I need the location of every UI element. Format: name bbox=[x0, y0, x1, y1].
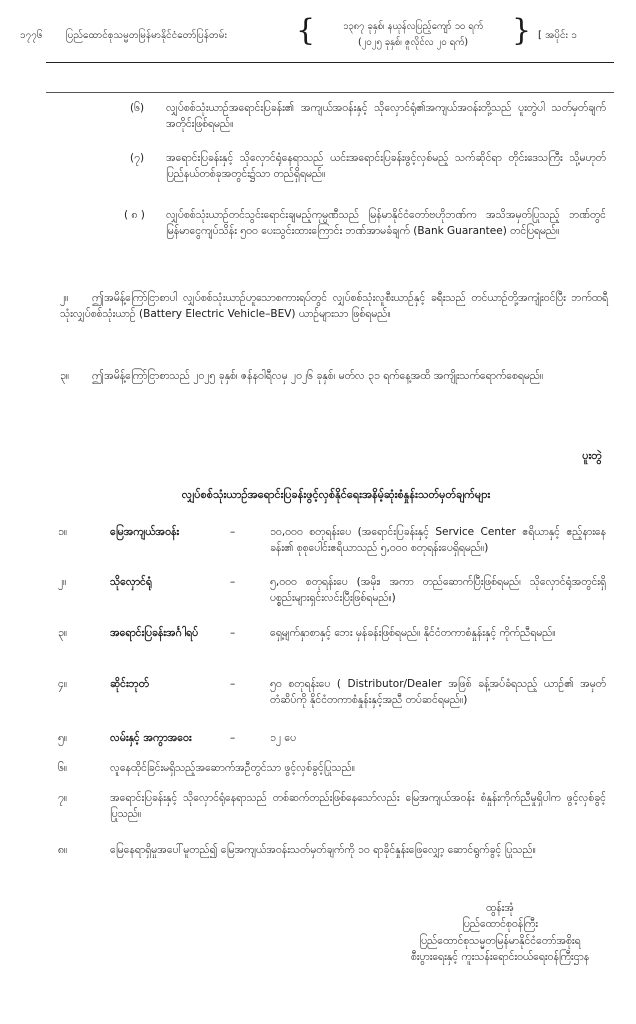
requirement-row bbox=[0, 790, 636, 830]
page-header bbox=[0, 14, 636, 74]
requirement-value: ၅၀ စတုရန်းပေ ( Distributor/Dealer အဖြစ် ခန့်အပ်ခံရသည့် ယာဉ်၏ အမှတ်တံဆိပ်ကို နိုင်ငံတကာစံနှုန်းနှင့်အညီ တပ်ဆင်ရမည်။) bbox=[270, 678, 606, 707]
signatory-name: ထွန်းအုံ bbox=[486, 902, 514, 914]
requirement-text: အရောင်းပြခန်းနှင့် သိုလှောင်ရုံနေရာသည် တစ်ဆက်တည်းဖြစ်နေသော်လည်း မြေအကျယ်အဝန်း စံနှုန်းကိုက်ညီမှုရှိပါက ဖွင့်လှစ်ခွင့်ပြုသည်။ bbox=[110, 792, 606, 821]
requirement-number: ၃။ bbox=[58, 627, 68, 639]
requirement-row bbox=[0, 676, 636, 716]
part-label: [ အပိုင်း ၁ bbox=[538, 30, 577, 41]
requirement-value: ၁၂ ပေ bbox=[270, 732, 297, 744]
requirement-number: ၈။ bbox=[58, 844, 68, 856]
requirement-label: ဆိုင်းဘုတ် bbox=[110, 678, 149, 690]
signature-block bbox=[380, 900, 620, 965]
signatory-ministry: စီးပွားရေးနှင့် ကူးသန်းရောင်းဝယ်ရေးဝန်ကြီးဌာန bbox=[410, 950, 590, 963]
requirement-row bbox=[0, 760, 636, 780]
requirement-label: အရောင်းပြခန်းအင်္ဂါရပ် bbox=[110, 627, 199, 639]
requirement-number: ၅။ bbox=[58, 732, 68, 744]
paragraph-text: ဤအမိန့်ကြော်ငြာစာပါ လျှပ်စစ်သုံးယာဉ်ဟူသောစကားရပ်တွင် လျှပ်စစ်သုံးလူစီးယာဉ်နှင့် ခရီးသည် တင်ယာဉ်တို့အကျုံးဝင်ပြီး ဘက်ထရီသုံးလျှပ်စစ်သုံးယာဉ် (Battery Electric Vehicle–BEV) ယာဉ်များသာ ဖြစ်ရမည်။ bbox=[60, 292, 608, 321]
signatory-title: ပြည်ထောင်စုဝန်ကြီး bbox=[462, 918, 538, 931]
section-title: လျှပ်စစ်သုံးယာဉ်အရောင်းပြခန်းဖွင့်လှစ်နိုင်ရေးအနိမ့်ဆုံးစံနှုန်းသတ်မှတ်ချက်များ bbox=[181, 488, 491, 501]
requirement-label: လမ်းနှင့် အကွာအဝေး bbox=[110, 732, 192, 744]
requirement-text: မြေနေရာရှိမှုအပေါ်မူတည်၍ မြေအကျယ်အဝန်းသတ်မှတ်ချက်ကို ၁၀ ရာခိုင်နှုန်းဖြေလျှော့ ဆောင်ရွက်ခွင့် ပြုသည်။ bbox=[110, 844, 536, 856]
requirement-row bbox=[0, 574, 636, 614]
sub-item bbox=[0, 100, 636, 144]
requirement-number: ၆။ bbox=[58, 762, 68, 774]
myanmar-date: ၁၃၈၇ ခုနှစ်၊ နယုန်လပြည့်ကျော် ၁၀ ရက် bbox=[342, 21, 484, 32]
requirement-value: ၅,၀၀၀ စတုရန်းပေ (အမိုး၊ အကာ တည်ဆောက်ပြီးဖြစ်ရမည်၊ သိုလှောင်ရုံအတွင်းရှိ ပစ္စည်းများရှင်းလင်းပြီးဖြစ်ရမည်။) bbox=[270, 576, 606, 605]
header-rule-thin bbox=[46, 92, 614, 93]
page-number: ၁၇၇၆ bbox=[20, 30, 43, 41]
sub-item bbox=[0, 207, 636, 273]
annex-label: ပူးတွဲ bbox=[582, 449, 602, 462]
paragraph bbox=[0, 290, 636, 356]
paragraph bbox=[0, 368, 636, 412]
paragraph-number: ၂။ bbox=[60, 292, 69, 304]
requirement-row bbox=[0, 842, 636, 882]
left-brace: { bbox=[296, 13, 316, 48]
requirement-number: ၄။ bbox=[58, 678, 68, 690]
requirement-number: ၇။ bbox=[58, 792, 68, 804]
requirement-row bbox=[0, 524, 636, 564]
right-brace: } bbox=[512, 13, 532, 48]
header-rule bbox=[46, 62, 614, 63]
requirement-dash: – bbox=[230, 732, 236, 744]
requirement-value: ၁၀,၀၀၀ စတုရန်းပေ (အရောင်းပြခန်းနှင့် Service Center ဧရိယာနှင့် ဧည့်နားနေခန်း၏ စုစုပေါင်းဧရိယာသည် ၅,၀၀၀ စတုရန်းပေရှိရမည်။) bbox=[270, 526, 606, 555]
sub-item bbox=[0, 150, 636, 194]
sub-item-number: (၇) bbox=[130, 152, 145, 164]
requirement-row bbox=[0, 730, 636, 750]
requirement-label: မြေအကျယ်အဝန်း bbox=[110, 526, 180, 538]
sub-item-text: အရောင်းပြခန်းနှင့် သိုလှောင်ရုံနေရာသည် ယင်းအရောင်းပြခန်းဖွင့်လှစ်မည့် သက်ဆိုင်ရာ တိုင်းဒေသကြီး သို့မဟုတ် ပြည်နယ်တစ်ခုအတွင်း၌သာ တည်ရှိရမည်။ bbox=[166, 152, 606, 181]
paragraph-number: ၃။ bbox=[60, 370, 70, 382]
sub-item-number: (၆) bbox=[130, 102, 145, 114]
requirement-number: ၁။ bbox=[58, 526, 68, 538]
requirement-number: ၂။ bbox=[58, 576, 67, 588]
sub-item-text: လျှပ်စစ်သုံးယာဉ်အရောင်းပြခန်း၏ အကျယ်အဝန်းနှင့် သိုလှောင်ရုံ၏အကျယ်အဝန်းတို့သည် ပူးတွဲပါ သတ်မှတ်ချက်အတိုင်းဖြစ်ရမည်။ bbox=[166, 102, 606, 131]
requirement-row bbox=[0, 625, 636, 665]
requirement-dash: – bbox=[230, 627, 236, 639]
sub-item-text: လျှပ်စစ်သုံးယာဉ်တင်သွင်းရောင်းချမည့်ကုမ္ပဏီသည် မြန်မာနိုင်ငံတော်ဗဟိုဘဏ်က အသိအမှတ်ပြုသည့် ဘဏ်တွင် မြန်မာငွေကျပ်သိန်း ၅၀၀ ပေးသွင်းထားကြောင်း ဘဏ်အာမခံချက် (Bank Guarantee) တင်ပြရမည်။ bbox=[166, 209, 606, 238]
requirement-label: သိုလှောင်ရုံ bbox=[110, 576, 152, 588]
gazette-title: ပြည်ထောင်စုသမ္မတမြန်မာနိုင်ငံတော်ပြန်တမ်း bbox=[66, 30, 228, 41]
requirement-dash: – bbox=[230, 576, 236, 588]
requirement-dash: – bbox=[230, 526, 236, 538]
paragraph-text: ဤအမိန့်ကြော်ငြာစာသည် ၂၀၂၅ ခုနှစ်၊ ဇန်နဝါရီလမှ ၂၀၂၆ ခုနှစ်၊ မတ်လ ၃၁ ရက်နေ့အထိ အကျိုးသက်ရောက်စေရမည်။ bbox=[92, 370, 544, 382]
requirement-text: လူနေထိုင်ခြင်းမရှိသည့်အဆောက်အဦတွင်သာ ဖွင့်လှစ်ခွင့်ပြုသည်။ bbox=[110, 762, 355, 774]
requirement-value: ရှေ့မျက်နှာစာနှင့် ဘေး မှန်ခန်းဖြစ်ရမည်။ နိုင်ငံတကာစံနှုန်းနှင့် ကိုက်ညီရမည်။ bbox=[270, 627, 556, 639]
signatory-government: ပြည်ထောင်စုသမ္မတမြန်မာနိုင်ငံတော်အစိုးရ bbox=[419, 934, 581, 947]
requirement-dash: – bbox=[230, 678, 236, 690]
gregorian-date: (၂၀၂၅ ခုနှစ်၊ ဇူလိုင်လ ၂၀ ရက်) bbox=[357, 37, 469, 48]
sub-item-number: ( ၈ ) bbox=[124, 209, 145, 221]
